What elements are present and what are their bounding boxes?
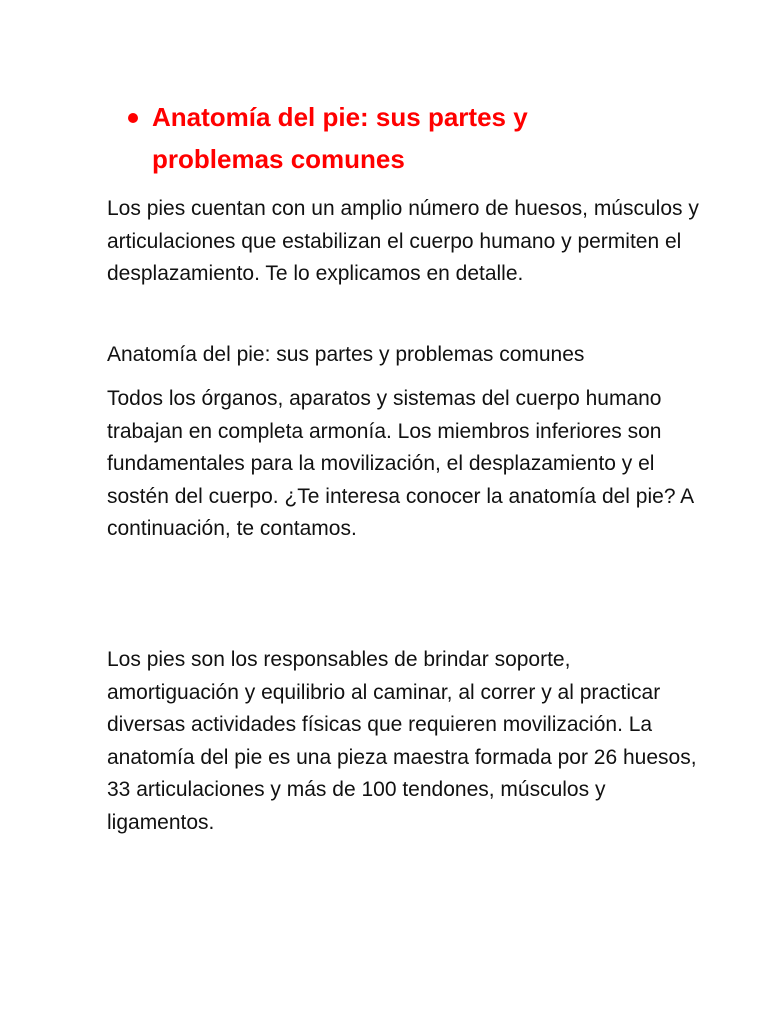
bullet-icon xyxy=(128,113,138,123)
body-paragraph-2: Los pies son los responsables de brindar soporte, amortiguación y equilibrio al caminar, al correr y al practicar diversas actividades físicas que requieren movilización. La anatomía del pie es una pieza maestra formada por 26 huesos, 33 articulaciones y más de 100 tendones, músculos y ligamentos. xyxy=(107,648,697,834)
bulleted-heading xyxy=(128,96,648,180)
page-title: Anatomía del pie: sus partes y problemas comunes xyxy=(152,102,528,174)
body-paragraph-1: Todos los órganos, aparatos y sistemas del cuerpo humano trabajan en completa armonía. Los miembros inferiores son fundamentales para la movilización, el desplazamiento y el sostén del cuerpo. ¿Te interesa conocer la anatomía del pie? A continuación, te contamos. xyxy=(107,387,694,540)
intro-paragraph: Los pies cuentan con un amplio número de huesos, músculos y articulaciones que estabilizan el cuerpo humano y permiten el desplazamiento. Te lo explicamos en detalle. xyxy=(107,197,699,285)
subtitle-paragraph: Anatomía del pie: sus partes y problemas comunes xyxy=(107,343,585,366)
